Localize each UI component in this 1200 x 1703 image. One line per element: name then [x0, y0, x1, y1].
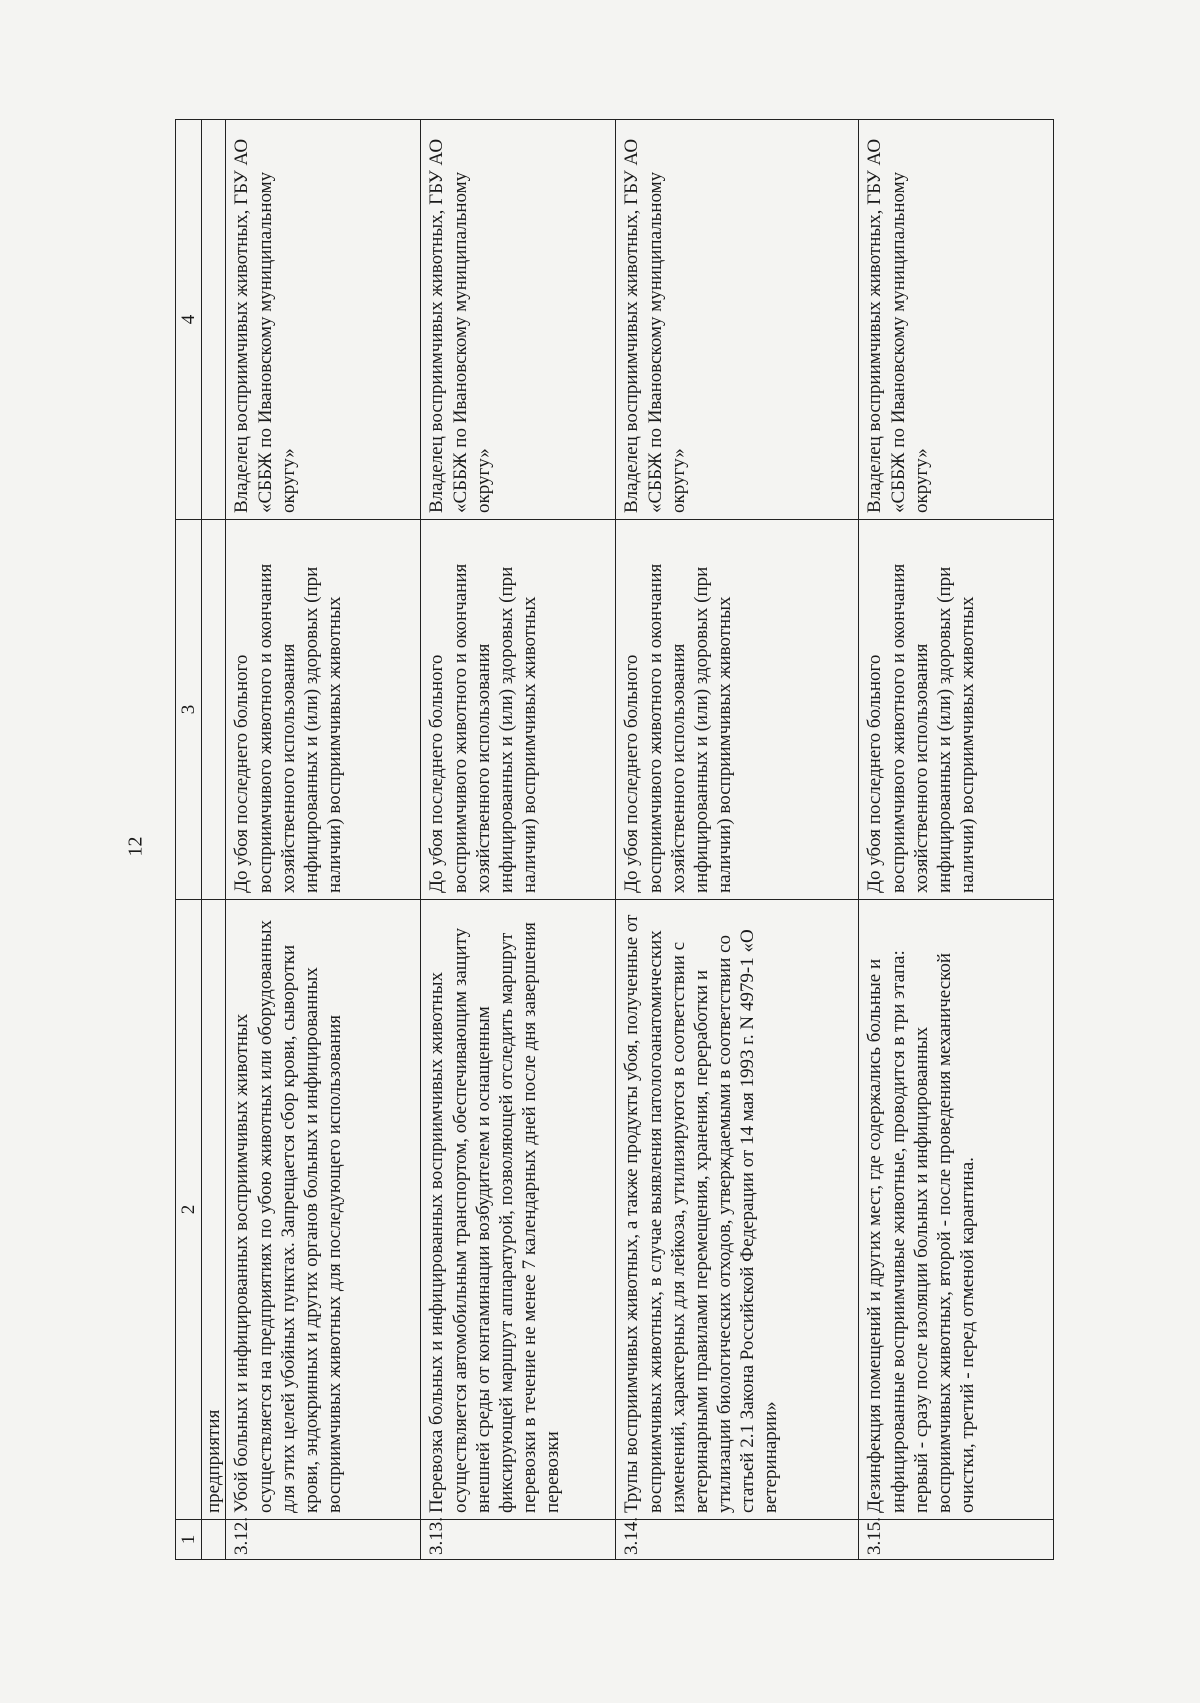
- cell-empty: [202, 120, 226, 520]
- responsible-text: Владелец восприимчивых животных, ГБУ АО «СББЖ по Ивановскому муниципальному округу»: [859, 120, 1054, 520]
- row-number: 3.12.: [226, 1520, 421, 1560]
- responsible-text: Владелец восприимчивых животных, ГБУ АО «СББЖ по Ивановскому муниципальному округу»: [421, 120, 616, 520]
- table-header-row: [176, 120, 202, 1560]
- header-col-1: 1: [176, 1520, 202, 1560]
- header-col-4: 4: [176, 120, 202, 520]
- responsible-text: Владелец восприимчивых животных, ГБУ АО «СББЖ по Ивановскому муниципальному округу»: [616, 120, 859, 520]
- term-text: До убоя последнего больного восприимчивого животного и окончания хозяйственного использования инфицированных и (или) здоровых (при наличии) восприимчивых животных: [226, 520, 421, 900]
- table-row: [859, 120, 1054, 1560]
- row-number: 3.13.: [421, 1520, 616, 1560]
- cell-empty: [202, 520, 226, 900]
- measures-table: [175, 119, 1054, 1560]
- term-text: До убоя последнего больного восприимчивого животного и окончания хозяйственного использования инфицированных и (или) здоровых (при наличии) восприимчивых животных: [421, 520, 616, 900]
- header-col-2: 2: [176, 900, 202, 1520]
- cell-empty: [202, 1520, 226, 1560]
- measure-text: Дезинфекция помещений и других мест, где содержались больные и инфицированные восприимчивые животные, проводится в три этапа: первый - сразу после изоляции больных и инфицированных восприимчивых животных, второй - после проведения механической очистки, третий - перед отменой карантина.: [859, 900, 1054, 1520]
- page-number: 12: [124, 836, 147, 857]
- row-number: 3.15.: [859, 1520, 1054, 1560]
- measure-text: Трупы восприимчивых животных, а также продукты убоя, полученные от восприимчивых животных, в случае выявления патологоанатомических изменений, характерных для лейкоза, утилизируются в соответствии с ветеринарными правилами перемещения, хранения, переработки и утилизации биологических отходов, утверждаемыми в соответствии со статьей 2.1 Закона Российской Федерации от 14 мая 1993 г. N 4979-1 «О ветеринарии»: [616, 900, 859, 1520]
- table-row: [226, 120, 421, 1560]
- term-text: До убоя последнего больного восприимчивого животного и окончания хозяйственного использования инфицированных и (или) здоровых (при наличии) восприимчивых животных: [616, 520, 859, 900]
- term-text: До убоя последнего больного восприимчивого животного и окончания хозяйственного использования инфицированных и (или) здоровых (при наличии) восприимчивых животных: [859, 520, 1054, 900]
- rotated-page-content: [175, 120, 1095, 1560]
- measure-text: Перевозка больных и инфицированных восприимчивых животных осуществляется автомобильным транспортом, обеспечивающим защиту внешней среды от контаминации возбудителем и оснащенным фиксирующей маршрут аппаратурой, позволяющей отследить маршрут перевозки в течение не менее 7 календарных дней после дня завершения перевозки: [421, 900, 616, 1520]
- responsible-text: Владелец восприимчивых животных, ГБУ АО «СББЖ по Ивановскому муниципальному округу»: [226, 120, 421, 520]
- measure-text: Убой больных и инфицированных восприимчивых животных осуществляется на предприятиях по убою животных или оборудованных для этих целей убойных пунктах. Запрещается сбор крови, сыворотки крови, эндокринных и других органов больных и инфицированных восприимчивых животных для последующего использования: [226, 900, 421, 1520]
- table-row: [421, 120, 616, 1560]
- header-col-3: 3: [176, 520, 202, 900]
- table-row: [616, 120, 859, 1560]
- continuation-row: [202, 120, 226, 1560]
- row-number: 3.14.: [616, 1520, 859, 1560]
- continuation-text: предприятия: [202, 900, 226, 1520]
